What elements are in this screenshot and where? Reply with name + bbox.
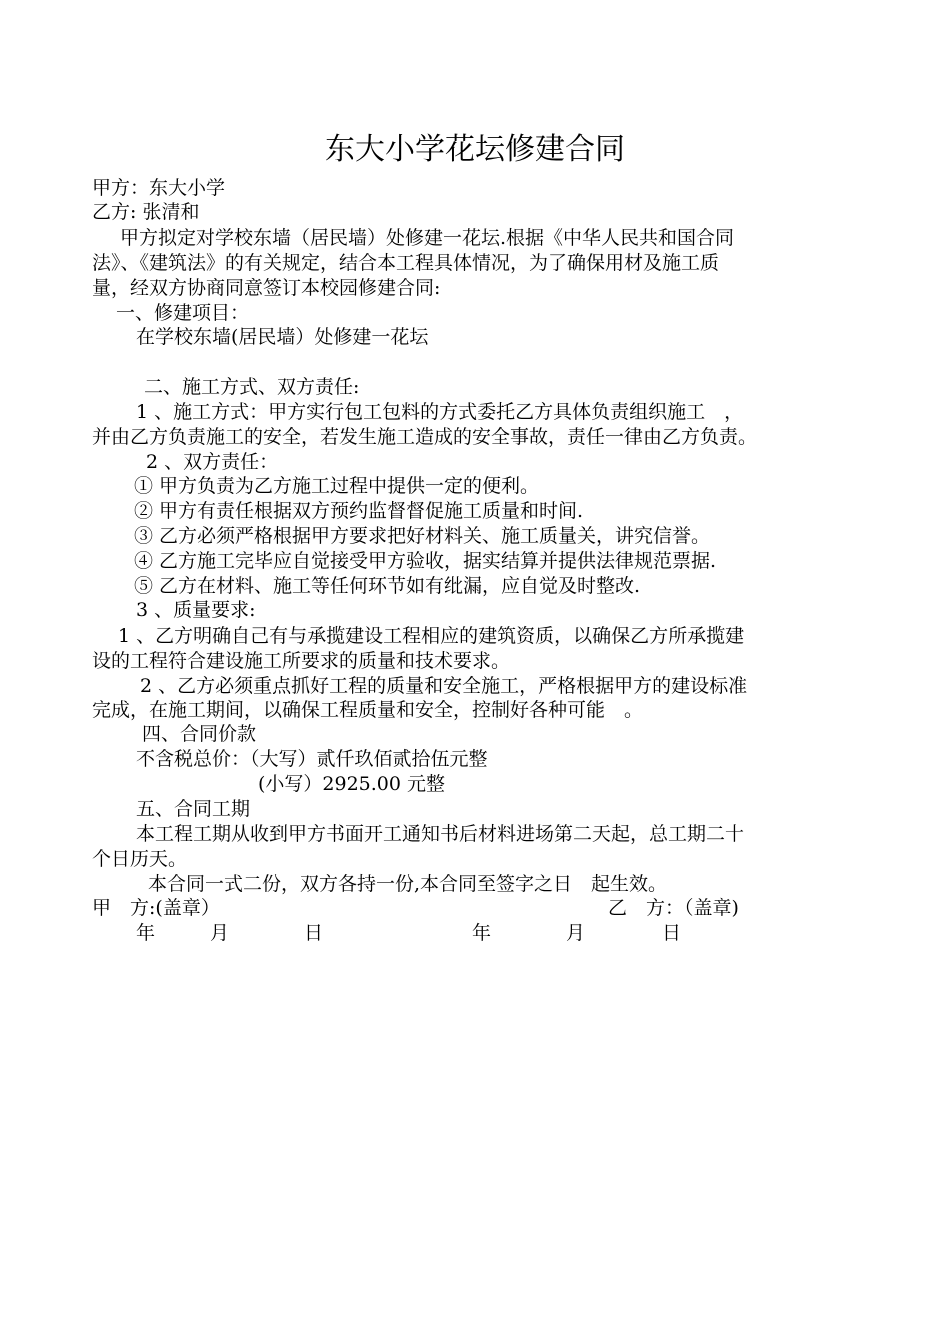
party-b-year: 年 [472, 922, 492, 944]
duration-line-1: 本工程工期从收到甲方书面开工通知书后材料进场第二天起，总工期二十 [136, 823, 745, 845]
party-a-seal-label: 甲 方:(盖章） [92, 897, 220, 919]
responsibility-item-2: ② 甲方有责任根据双方预约监督督促施工质量和时间. [134, 500, 584, 522]
party-a-month: 月 [210, 922, 230, 944]
party-b-line: 乙方: 张清和 [92, 201, 200, 223]
quality-item-1-line-1: 1 、乙方明确自己有与承揽建设工程相应的建筑资质，以确保乙方所承揽建 [118, 625, 745, 647]
quality-item-2-line-2: 完成，在施工期间，以确保工程质量和安全，控制好各种可能 。 [92, 699, 644, 721]
responsibility-item-5: ⑤ 乙方在材料、施工等任何环节如有纰漏，应自觉及时整改. [134, 575, 641, 597]
price-uppercase: 不含税总价：（大写）贰仟玖佰贰拾伍元整 [136, 748, 488, 770]
section-4-heading: 四、合同价款 [142, 723, 257, 745]
responsibility-item-3: ③ 乙方必须严格根据甲方要求把好材料关、施工质量关，讲究信誉。 [134, 525, 711, 547]
clause-2-1-line-2: 并由乙方负责施工的安全，若发生施工造成的安全事故，责任一律由乙方负责。 [92, 426, 758, 448]
price-lowercase: (小写）2925.00 元整 [258, 773, 446, 795]
clause-2-2-heading: 2 、双方责任： [146, 451, 279, 473]
quality-item-1-line-2: 设的工程符合建设施工所要求的质量和技术要求。 [92, 650, 511, 672]
document-title: 东大小学花坛修建合同 [325, 132, 625, 167]
party-b-month: 月 [566, 922, 586, 944]
section-1-body: 在学校东墙(居民墙）处修建一花坛 [136, 326, 429, 348]
responsibility-item-4: ④ 乙方施工完毕应自觉接受甲方验收，据实结算并提供法律规范票据. [134, 550, 717, 572]
intro-line-1: 甲方拟定对学校东墙（居民墙）处修建一花坛.根据《中华人民共和国合同 [120, 227, 735, 249]
party-a-year: 年 [136, 922, 156, 944]
party-b-seal-label: 乙 方：（盖章) [608, 897, 739, 919]
duration-line-2: 个日历天。 [92, 848, 188, 870]
party-b-day: 日 [662, 922, 682, 944]
party-a-day: 日 [304, 922, 324, 944]
section-2-heading: 二、施工方式、双方责任: [144, 376, 360, 398]
section-1-heading: 一、修建项目： [116, 302, 250, 324]
quality-item-2-line-1: 2 、乙方必须重点抓好工程的质量和安全施工，严格根据甲方的建设标准 [140, 675, 748, 697]
validity-line: 本合同一式二份，双方各持一份,本合同至签字之日 起生效。 [148, 873, 668, 895]
section-5-heading: 五、合同工期 [136, 798, 251, 820]
responsibility-item-1: ① 甲方负责为乙方施工过程中提供一定的便利。 [134, 475, 540, 497]
intro-line-3: 量，经双方协商同意签订本校园修建合同: [92, 277, 441, 299]
party-a-line: 甲方：东大小学 [92, 177, 226, 199]
clause-2-1-line-1: 1 、施工方式：甲方实行包工包料的方式委托乙方具体负责组织施工 ， [136, 401, 744, 423]
clause-2-3-heading: 3 、质量要求: [136, 599, 256, 621]
intro-line-2: 法》、《建筑法》的有关规定，结合本工程具体情况，为了确保用材及施工质 [92, 252, 720, 274]
